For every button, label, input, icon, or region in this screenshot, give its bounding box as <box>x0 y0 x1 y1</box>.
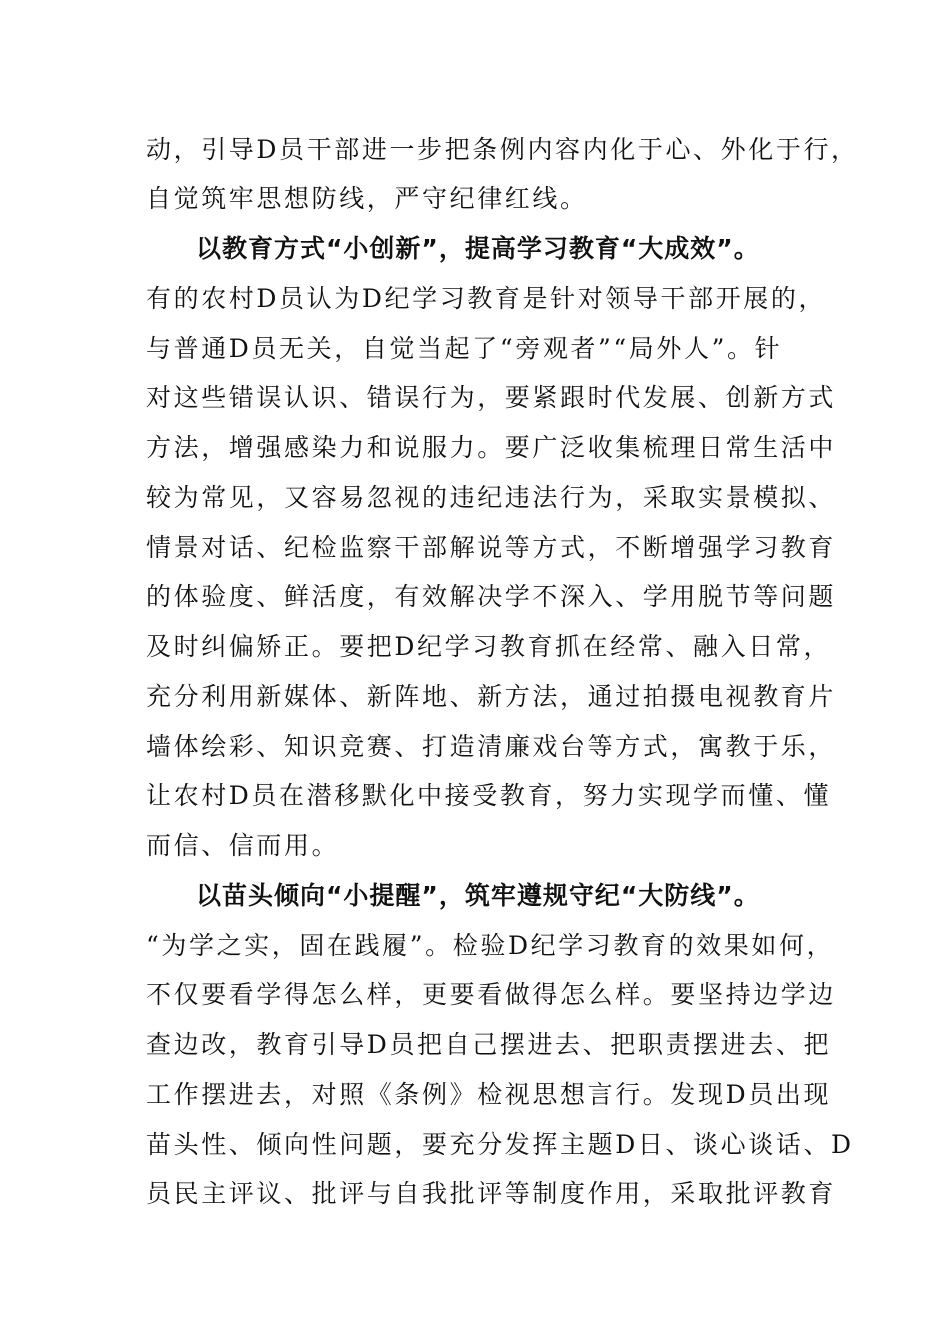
body-text-line: 而信、信而用。 <box>146 831 340 860</box>
body-text-line: 苗头性、倾向性问题，要充分发挥主题D日、谈心谈话、D <box>146 1130 854 1159</box>
body-text-line: 墙体绘彩、知识竞赛、打造清廉戏台等方式，寓教于乐， <box>146 732 837 761</box>
body-text-line: 充分利用新媒体、新阵地、新方法，通过拍摄电视教育片 <box>146 682 837 711</box>
body-text-line: 查边改，教育引导D员把自己摆进去、把职责摆进去、把 <box>146 1030 832 1059</box>
body-text-line: 不仅要看学得怎么样，更要看做得怎么样。要坚持边学边 <box>146 980 837 1009</box>
body-text-line: 及时纠偏矫正。要把D纪学习教育抓在经常、融入日常， <box>146 632 832 661</box>
body-text-line: 有的农村D员认为D纪学习教育是针对领导干部开展的， <box>146 284 827 313</box>
section-heading: 以教育方式“小创新”，提高学习教育“大成效”。 <box>196 234 760 263</box>
body-text-line: 对这些错误认识、错误行为，要紧跟时代发展、创新方式 <box>146 383 837 412</box>
body-text-line: 与普通D员无关，自觉当起了“旁观者”“局外人”。针 <box>146 334 783 363</box>
body-text-line: 动，引导D员干部进一步把条例内容内化于心、外化于行， <box>146 135 859 164</box>
body-text-line: 的体验度、鲜活度，有效解决学不深入、学用脱节等问题 <box>146 582 837 611</box>
section-heading: 以苗头倾向“小提醒”，筑牢遵规守纪“大防线”。 <box>196 881 760 910</box>
body-text-line: 较为常见，又容易忽视的违纪违法行为，采取实景模拟、 <box>146 483 837 512</box>
body-text-line: 情景对话、纪检监察干部解说等方式，不断增强学习教育 <box>146 533 837 562</box>
body-text-line: 让农村D员在潜移默化中接受教育，努力实现学而懂、懂 <box>146 781 832 810</box>
body-text-line: “为学之实，固在践履”。检验D纪学习教育的效果如何， <box>146 931 835 960</box>
body-text-line: 员民主评议、批评与自我批评等制度作用，采取批评教育 <box>146 1179 837 1208</box>
body-text-line: 自觉筑牢思想防线，严守纪律红线。 <box>146 184 588 213</box>
body-text-line: 工作摆进去，对照《条例》检视思想言行。发现D员出现 <box>146 1080 832 1109</box>
body-text-line: 方法，增强感染力和说服力。要广泛收集梳理日常生活中 <box>146 433 837 462</box>
